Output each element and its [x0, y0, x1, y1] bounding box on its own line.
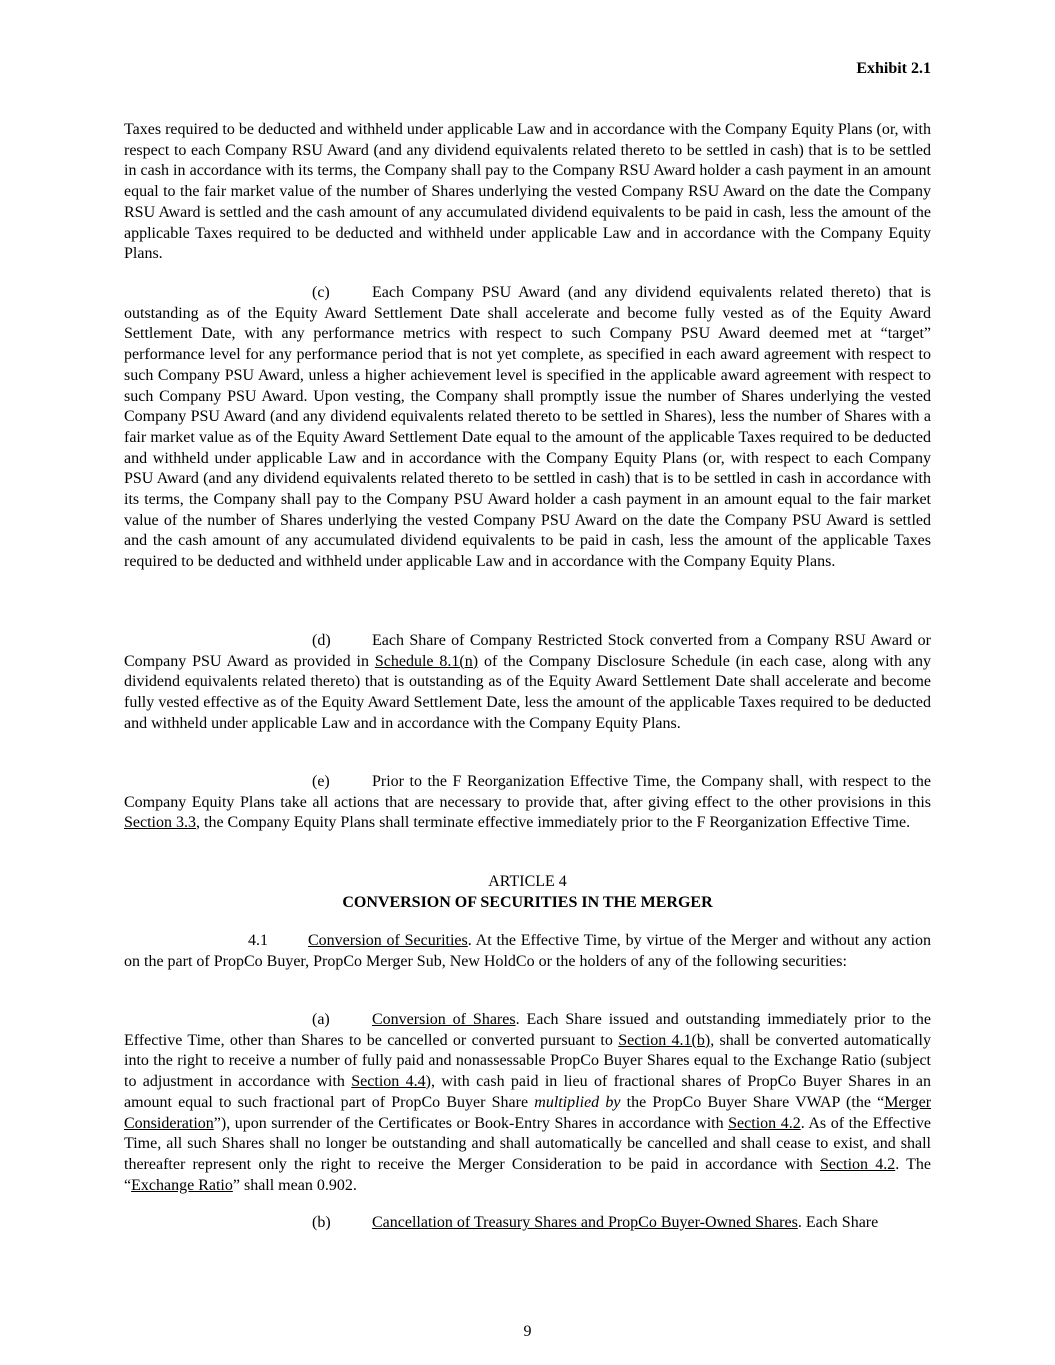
- clause-label-c: (c): [312, 284, 330, 301]
- text-run: . Each Share issued and outstanding immediately prior to the Effective Time, other than Shares to be cancelled or converted pursuant to: [124, 1011, 931, 1049]
- section-link: Section 3.3: [124, 814, 196, 832]
- clause-heading-b: Cancellation of Treasury Shares and PropCo Buyer-Owned Shares: [372, 1214, 798, 1231]
- section-link: Section 4.1(b): [618, 1031, 711, 1049]
- defined-term: Exchange Ratio: [131, 1176, 233, 1194]
- defined-term: Merger Consideration: [124, 1093, 932, 1132]
- schedule-link: Schedule 8.1(n): [374, 652, 479, 670]
- section-label: 4.1: [248, 932, 268, 949]
- clause-heading-a: Conversion of Shares: [372, 1011, 516, 1028]
- section-4-1-a: [124, 1010, 931, 1196]
- text-run: ), with cash paid in lieu of fractional shares of PropCo Buyer Shares in an amount equal to such fractional part of PropCo Buyer Share: [124, 1073, 931, 1111]
- text-run: . Each Share: [797, 1214, 879, 1231]
- section-heading: Conversion of Securities: [308, 932, 468, 949]
- clause-label-e: (e): [312, 773, 330, 790]
- section-link: Section 4.2: [820, 1155, 896, 1173]
- clause-label-b: (b): [312, 1214, 331, 1231]
- clause-text-e-2: , the Company Equity Plans shall terminate effective immediately prior to the F Reorganization Effective Time.: [196, 814, 911, 832]
- section-4-1-b: [124, 1213, 931, 1234]
- clause-text-d-1: Each Share of Company Restricted Stock converted from a Company RSU Award or Company PSU Award as provided in: [124, 632, 931, 670]
- paragraph-d: [124, 631, 931, 735]
- paragraph-text: Taxes required to be deducted and withheld under applicable Law and in accordance with the Company Equity Plans (or, with respect to each Company RSU Award (and any dividend equivalents related thereto to be settled in cash) that is to be settled in cash in accordance with its terms, the Company shall pay to the Company RSU Award holder a cash payment in an amount equal to the fair market value of the number of Shares underlying the vested Company RSU Award on the date the Company RSU Award is settled and the cash amount of any accumulated dividend equivalents to be paid in cash, less the amount of the applicable Taxes required to be deducted and withheld under applicable Law and in accordance with the Company Equity Plans.: [124, 121, 931, 263]
- text-run: ” shall mean 0.902.: [232, 1176, 357, 1194]
- text-run: . The “: [124, 1155, 932, 1194]
- section-link: Section 4.2: [728, 1114, 801, 1132]
- text-run: the PropCo Buyer Share VWAP (the “: [620, 1093, 885, 1111]
- paragraph-c: [124, 283, 931, 573]
- clause-text-e-1: Prior to the F Reorganization Effective Time, the Company shall, with respect to the Company Equity Plans take all actions that are necessary to provide that, after giving effect to the other provisions in this: [124, 773, 931, 811]
- section-4-1: [124, 931, 931, 972]
- emphasis: multiplied by: [534, 1093, 621, 1111]
- paragraph-e: [124, 772, 931, 834]
- paragraph-continued: [124, 120, 931, 265]
- article-title: CONVERSION OF SECURITIES IN THE MERGER: [342, 894, 713, 911]
- text-run: , shall be converted automatically into the right to receive a number of fully paid and nonassessable PropCo Buyer Shares equal to the Exchange Ratio (subject to adjustment in accordance with: [124, 1031, 931, 1091]
- text-run: ”), upon surrender of the Certificates or Book-Entry Shares in accordance with: [213, 1114, 729, 1132]
- clause-label-d: (d): [312, 632, 331, 649]
- exhibit-label: Exhibit 2.1: [856, 60, 931, 77]
- section-text: . At the Effective Time, by virtue of the Merger and without any action on the part of PropCo Buyer, PropCo Merger Sub, New HoldCo or the holders of any of the following securities:: [124, 932, 932, 970]
- clause-text-d-2: of the Company Disclosure Schedule (in each case, along with any dividend equivalents related thereto) that is outstanding as of the Equity Award Settlement Date shall accelerate and become fully vested effective as of the Equity Award Settlement Date, less the amount of the applicable Taxes required to be deducted and withheld under applicable Law and in accordance with the Company Equity Plans.: [124, 652, 931, 732]
- article-number: ARTICLE 4: [488, 873, 567, 890]
- section-link: Section 4.4: [351, 1073, 426, 1091]
- clause-text-c: Each Company PSU Award (and any dividend equivalents related thereto) that is outstanding as of the Equity Award Settlement Date shall accelerate and become fully vested as of the Equity Award Settlement Date, with any performance metrics with respect to such Company PSU Award deemed met at “target” performance level for any performance period that is not yet complete, as specified in each award agreement with respect to such Company PSU Award, unless a higher achievement level is specified in the applicable award agreement with respect to such Company PSU Award. Upon vesting, the Company shall promptly issue the number of Shares underlying the vested Company PSU Award (and any dividend equivalents related thereto to be settled in Shares), less the number of Shares with a fair market value as of the Equity Award Settlement Date equal to the amount of the applicable Taxes required to be deducted and withheld under applicable Law and in accordance with the Company Equity Plans (or, with respect to each Company PSU Award (and any dividend equivalents related thereto to be settled in cash) that is to be settled in cash in accordance with its terms, the Company shall pay to the Company PSU Award holder a cash payment in an amount equal to the fair market value of the number of Shares underlying the vested Company PSU Award on the date the Company PSU Award is settled and the cash amount of any accumulated dividend equivalents to be paid in cash, less the amount of the applicable Taxes required to be deducted and withheld under applicable Law and in accordance with the Company Equity Plans.: [124, 284, 931, 571]
- clause-label-a: (a): [312, 1011, 330, 1028]
- page-number: 9: [523, 1323, 532, 1340]
- text-run: . As of the Effective Time, all such Shares shall no longer be outstanding and shall automatically be cancelled and shall cease to exist, and shall thereafter represent only the right to receive the Merger Consideration to be paid in accordance with: [124, 1114, 931, 1173]
